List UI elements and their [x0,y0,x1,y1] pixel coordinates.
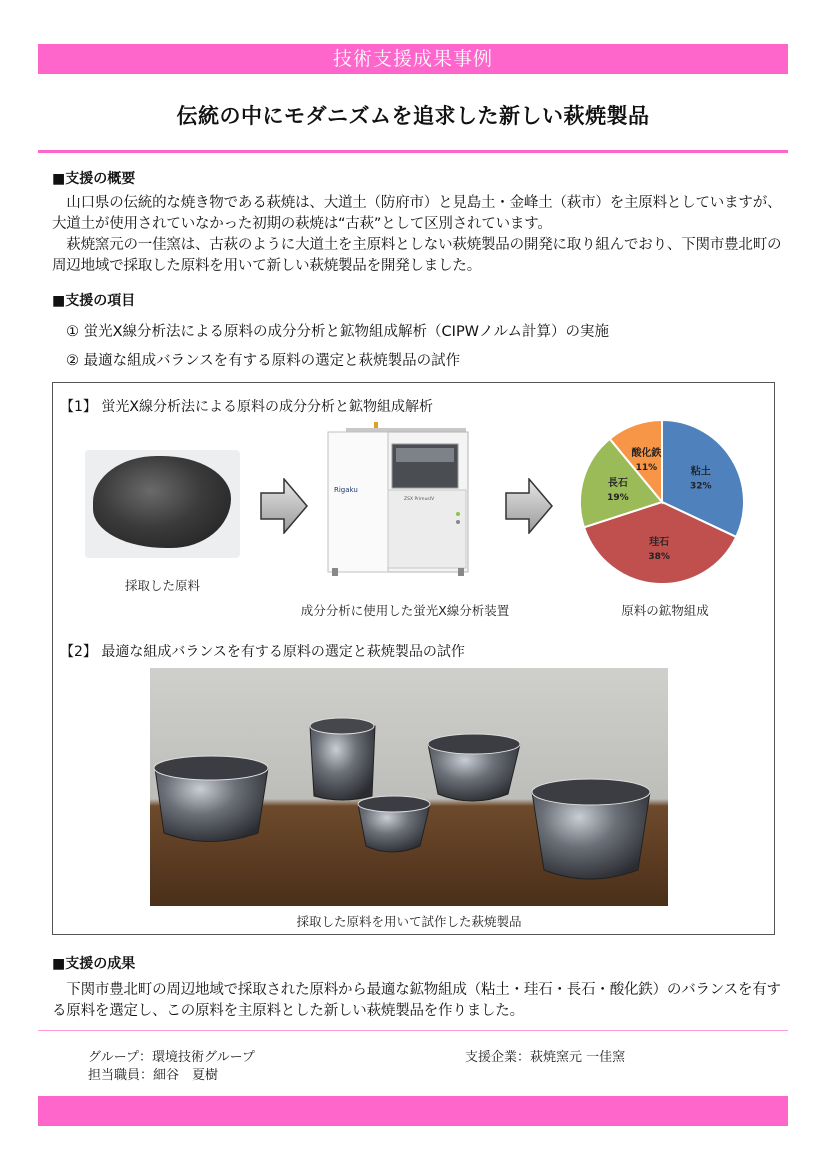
pie-label-3: 酸化鉄 [631,447,662,459]
results-paragraph: 下関市豊北町の周辺地域で採取された原料から最適な鉱物組成（粘土・珪石・長石・酸化鉄）のバランスを有する原料を選定し、この原料を主原料とした新しい萩焼製品を作りました。 [52,982,781,1019]
xrf-analyzer-image [322,418,476,580]
pie-value-label-1: 38% [648,551,670,562]
overview-paragraph-2: 萩焼窯元の一佳窯は、古萩のように大道土を主原料としない萩焼製品の開発に取り組んでおり、下関市豊北町の周辺地域で採取した原料を用いて新しい萩焼製品を開発しました。 [52,237,782,274]
header-banner: 技術支援成果事例 [38,44,788,74]
title-divider [38,150,788,153]
arrow-right-icon [260,478,308,534]
raw-material-caption: 採取した原料 [124,578,200,593]
raw-material-image [85,450,240,558]
figure-section-2-title: 【2】 最適な組成バランスを有する原料の選定と萩焼製品の試作 [60,644,465,660]
pie-chart-caption: 原料の鉱物組成 [621,603,709,618]
machine-brand-label: Rigaku [334,486,358,494]
support-item-1: ① 蛍光X線分析法による原料の成分分析と鉱物組成解析（CIPWノルム計算）の実施 [66,324,609,340]
page-title: 伝統の中にモダニズムを追求した新しい萩焼製品 [176,104,650,128]
footer-banner [38,1096,788,1126]
arrow-right-icon [505,478,553,534]
pie-value-label-2: 19% [607,493,629,504]
footer-staff: 担当職員：細谷 夏樹 [88,1068,219,1083]
pie-label-0: 粘土 [690,466,711,478]
pottery-photo-caption: 採取した原料を用いて試作した萩焼製品 [296,914,522,929]
items-heading: ■支援の項目 [52,293,136,309]
xrf-analyzer-caption: 成分分析に使用した蛍光X線分析装置 [300,603,510,618]
pottery-photo [150,668,668,906]
overview-body [52,193,782,277]
results-heading: ■支援の成果 [52,956,136,972]
footer-group: グループ：環境技術グループ [88,1050,255,1065]
pie-label-2: 長石 [607,478,628,490]
overview-heading: ■支援の概要 [52,171,136,187]
pie-value-label-0: 32% [689,481,712,492]
footer-divider [38,1030,788,1031]
mineral-composition-pie-chart [560,402,770,602]
footer-company: 支援企業：萩焼窯元 一佳窯 [465,1050,626,1065]
figure-section-1-title: 【1】 蛍光X線分析法による原料の成分分析と鉱物組成解析 [60,399,433,415]
pie-value-label-3: 11% [635,462,658,473]
overview-paragraph-1: 山口県の伝統的な焼き物である萩焼は、大道土（防府市）と見島土・金峰土（萩市）を主原料としていますが、大道土が使用されていなかった初期の萩焼は“古萩”として区別されています。 [52,195,782,232]
support-item-2: ② 最適な組成バランスを有する原料の選定と萩焼製品の試作 [66,353,461,369]
machine-model-label: ZSX PrimusIV [404,497,435,502]
pie-label-1: 珪石 [649,536,670,548]
